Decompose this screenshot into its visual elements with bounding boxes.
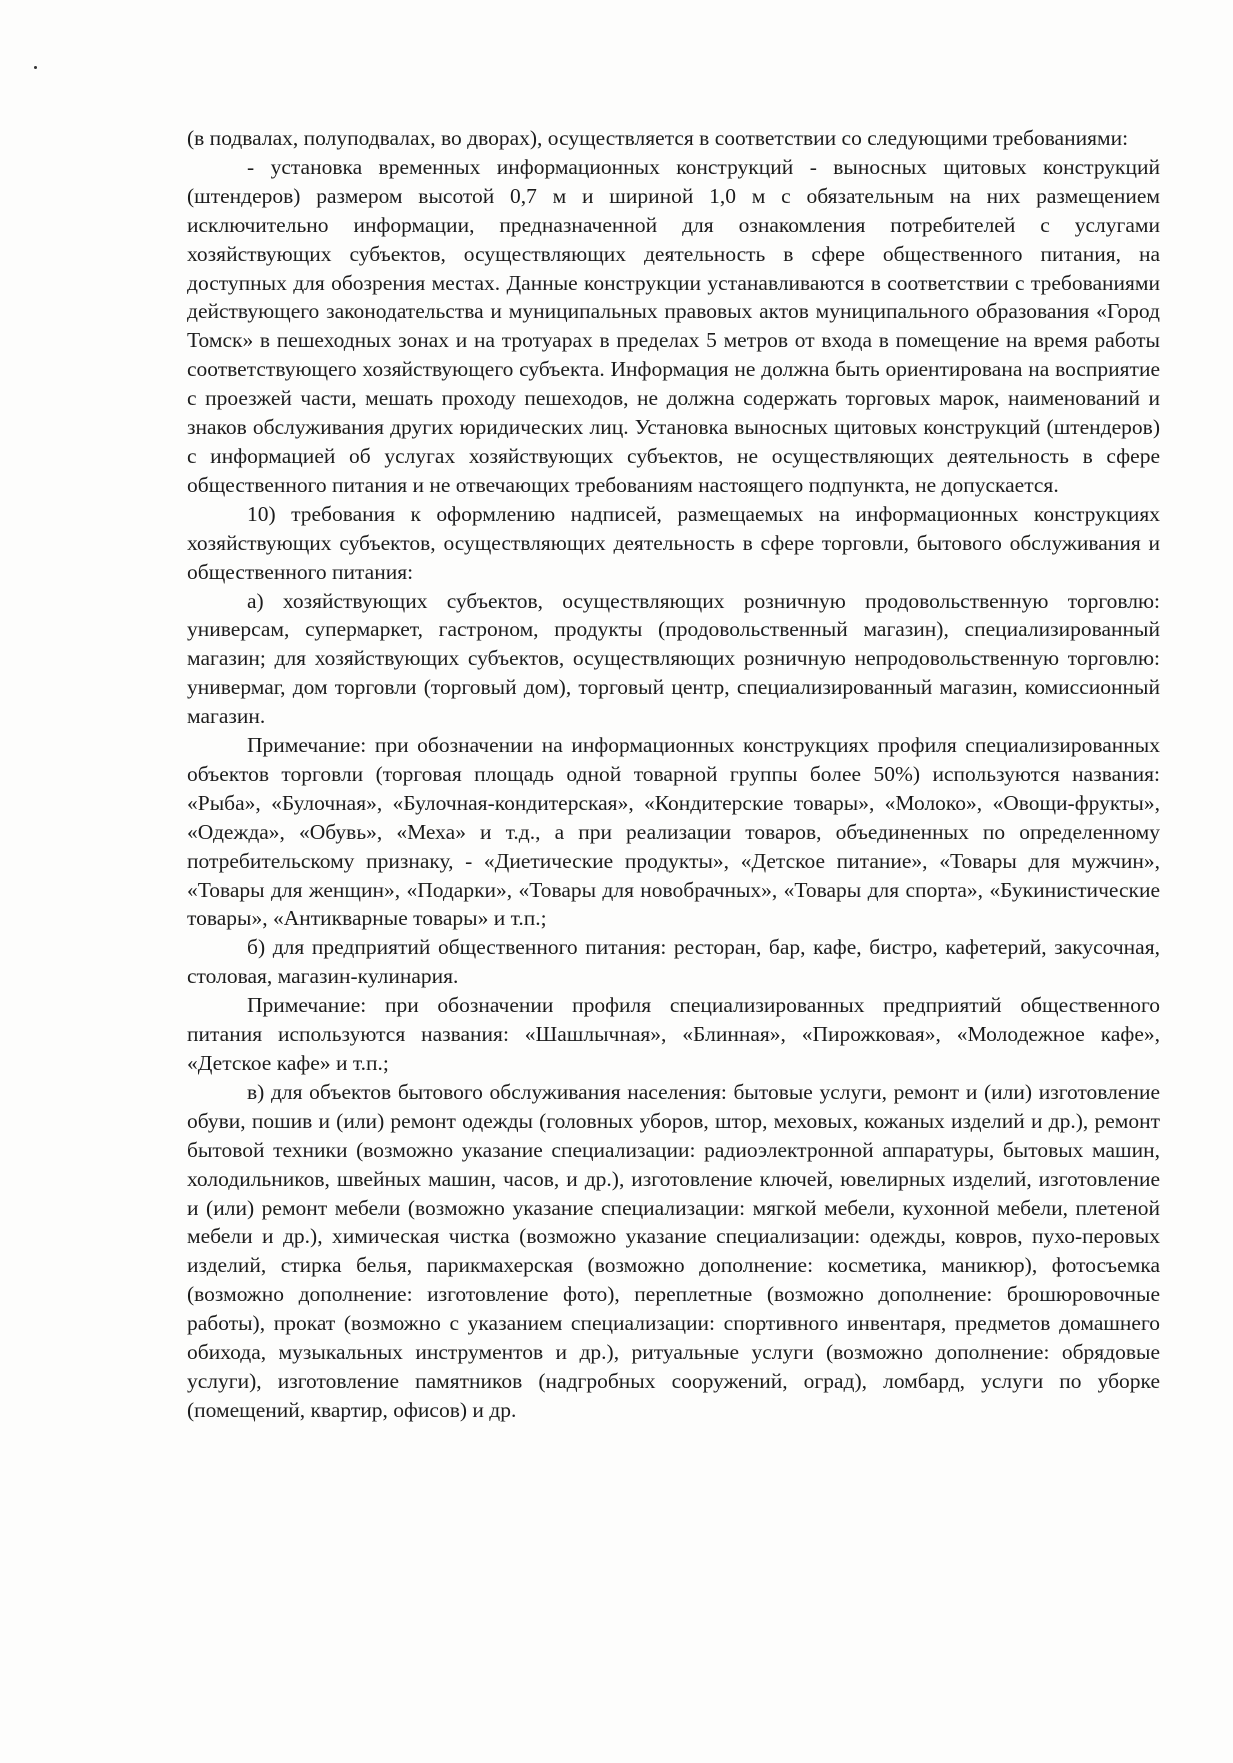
paragraph-item-a: а) хозяйствующих субъектов, осуществляющих розничную продовольственную торговлю: универсам, супермаркет, гастроном, продукты (продовольственный магазин), специализированный магазин; для хозяйствующих субъектов, осуществляющих розничную непродовольственную торговлю: универмаг, дом торговли (торговый дом), торговый центр, специализированный магазин, комиссионный магазин. — [187, 588, 1160, 729]
paragraph-requirements-10: 10) требования к оформлению надписей, размещаемых на информационных конструкциях хозяйствующих субъектов, осуществляющих деятельность в сфере торговли, бытового обслуживания и общественного питания: — [187, 501, 1160, 584]
paragraph-note-trade: Примечание: при обозначении на информационных конструкциях профиля специализированных объектов торговли (торговая площадь одной товарной группы более 50%) используются названия: «Рыба», «Булочная», «Булочная-кондитерская», «Кондитерские товары», «Молоко», «Овощи-фрукты», «Одежда», «Обувь», «Меха» и т.д., а при реализации товаров, объединенных по определенному потребительскому признаку, - «Диетические продукты», «Детское питание», «Товары для мужчин», «Товары для женщин», «Подарки», «Товары для новобрачных», «Товары для спорта», «Букинистические товары», «Антикварные товары» и т.п.; — [187, 733, 1160, 931]
paragraph-note-catering: Примечание: при обозначении профиля специализированных предприятий общественного питания используются названия: «Шашлычная», «Блинная», «Пирожковая», «Молодежное кафе», «Детское кафе» и т.п.; — [187, 993, 1160, 1075]
paragraph-signboards: - установка временных информационных конструкций - выносных щитовых конструкций (штендеров) размером высотой 0,7 м и шириной 1,0 м с обязательным на них размещением исключительно информации, предназначенной для ознакомления потребителей с услугами хозяйствующих субъектов, осуществляющих деятельность в сфере общественного питания, на доступных для обозрения местах. Данные конструкции устанавливаются в соответствии с требованиями действующего законодательства и муниципальных правовых актов муниципального образования «Город Томск» в пешеходных зонах и на тротуарах в пределах 5 метров от входа в помещение на время работы соответствующего хозяйствующего субъекта. Информация не должна быть ориентирована на восприятие с проезжей части, мешать проходу пешеходов, не должна содержать торговых марок, наименований и знаков обслуживания других юридических лиц. Установка выносных щитовых конструкций (штендеров) с информацией об услугах хозяйствующих субъектов, не осуществляющих деятельность в сфере общественного питания и не отвечающих требованиям настоящего подпункта, не допускается. — [187, 154, 1160, 497]
paragraph-item-v: в) для объектов бытового обслуживания населения: бытовые услуги, ремонт и (или) изготовление обуви, пошив и (или) ремонт одежды (головных уборов, штор, меховых, кожаных изделий и др.), ремонт бытовой техники (возможно указание специализации: радиоэлектронной аппаратуры, бытовых машин, холодильников, швейных машин, часов, и др.), изготовление ключей, ювелирных изделий, изготовление и (или) ремонт мебели (возможно указание специализации: мягкой мебели, кухонной мебели, плетеной мебели и др.), химическая чистка (возможно указание специализации: одежды, ковров, пухо-перовых изделий, стирка белья, парикмахерская (возможно дополнение: косметика, маникюр), фотосъемка (возможно дополнение: изготовление фото), переплетные (возможно дополнение: брошюровочные работы), прокат (возможно с указанием специализации: спортивного инвентаря, предметов домашнего обихода, музыкальных инструментов и др.), ритуальные услуги (возможно дополнение: обрядовые услуги), изготовление памятников (надгробных сооружений, оград), ломбард, услуги по уборке (помещений, квартир, офисов) и др. — [187, 1079, 1160, 1422]
document-body — [187, 124, 1160, 1425]
paragraph-continuation: (в подвалах, полуподвалах, во дворах), осуществляется в соответствии со следующими требованиями: — [187, 126, 1129, 150]
paragraph-item-b: б) для предприятий общественного питания: ресторан, бар, кафе, бистро, кафетерий, закусочная, столовая, магазин-кулинария. — [187, 935, 1160, 989]
scan-speck — [34, 66, 37, 69]
